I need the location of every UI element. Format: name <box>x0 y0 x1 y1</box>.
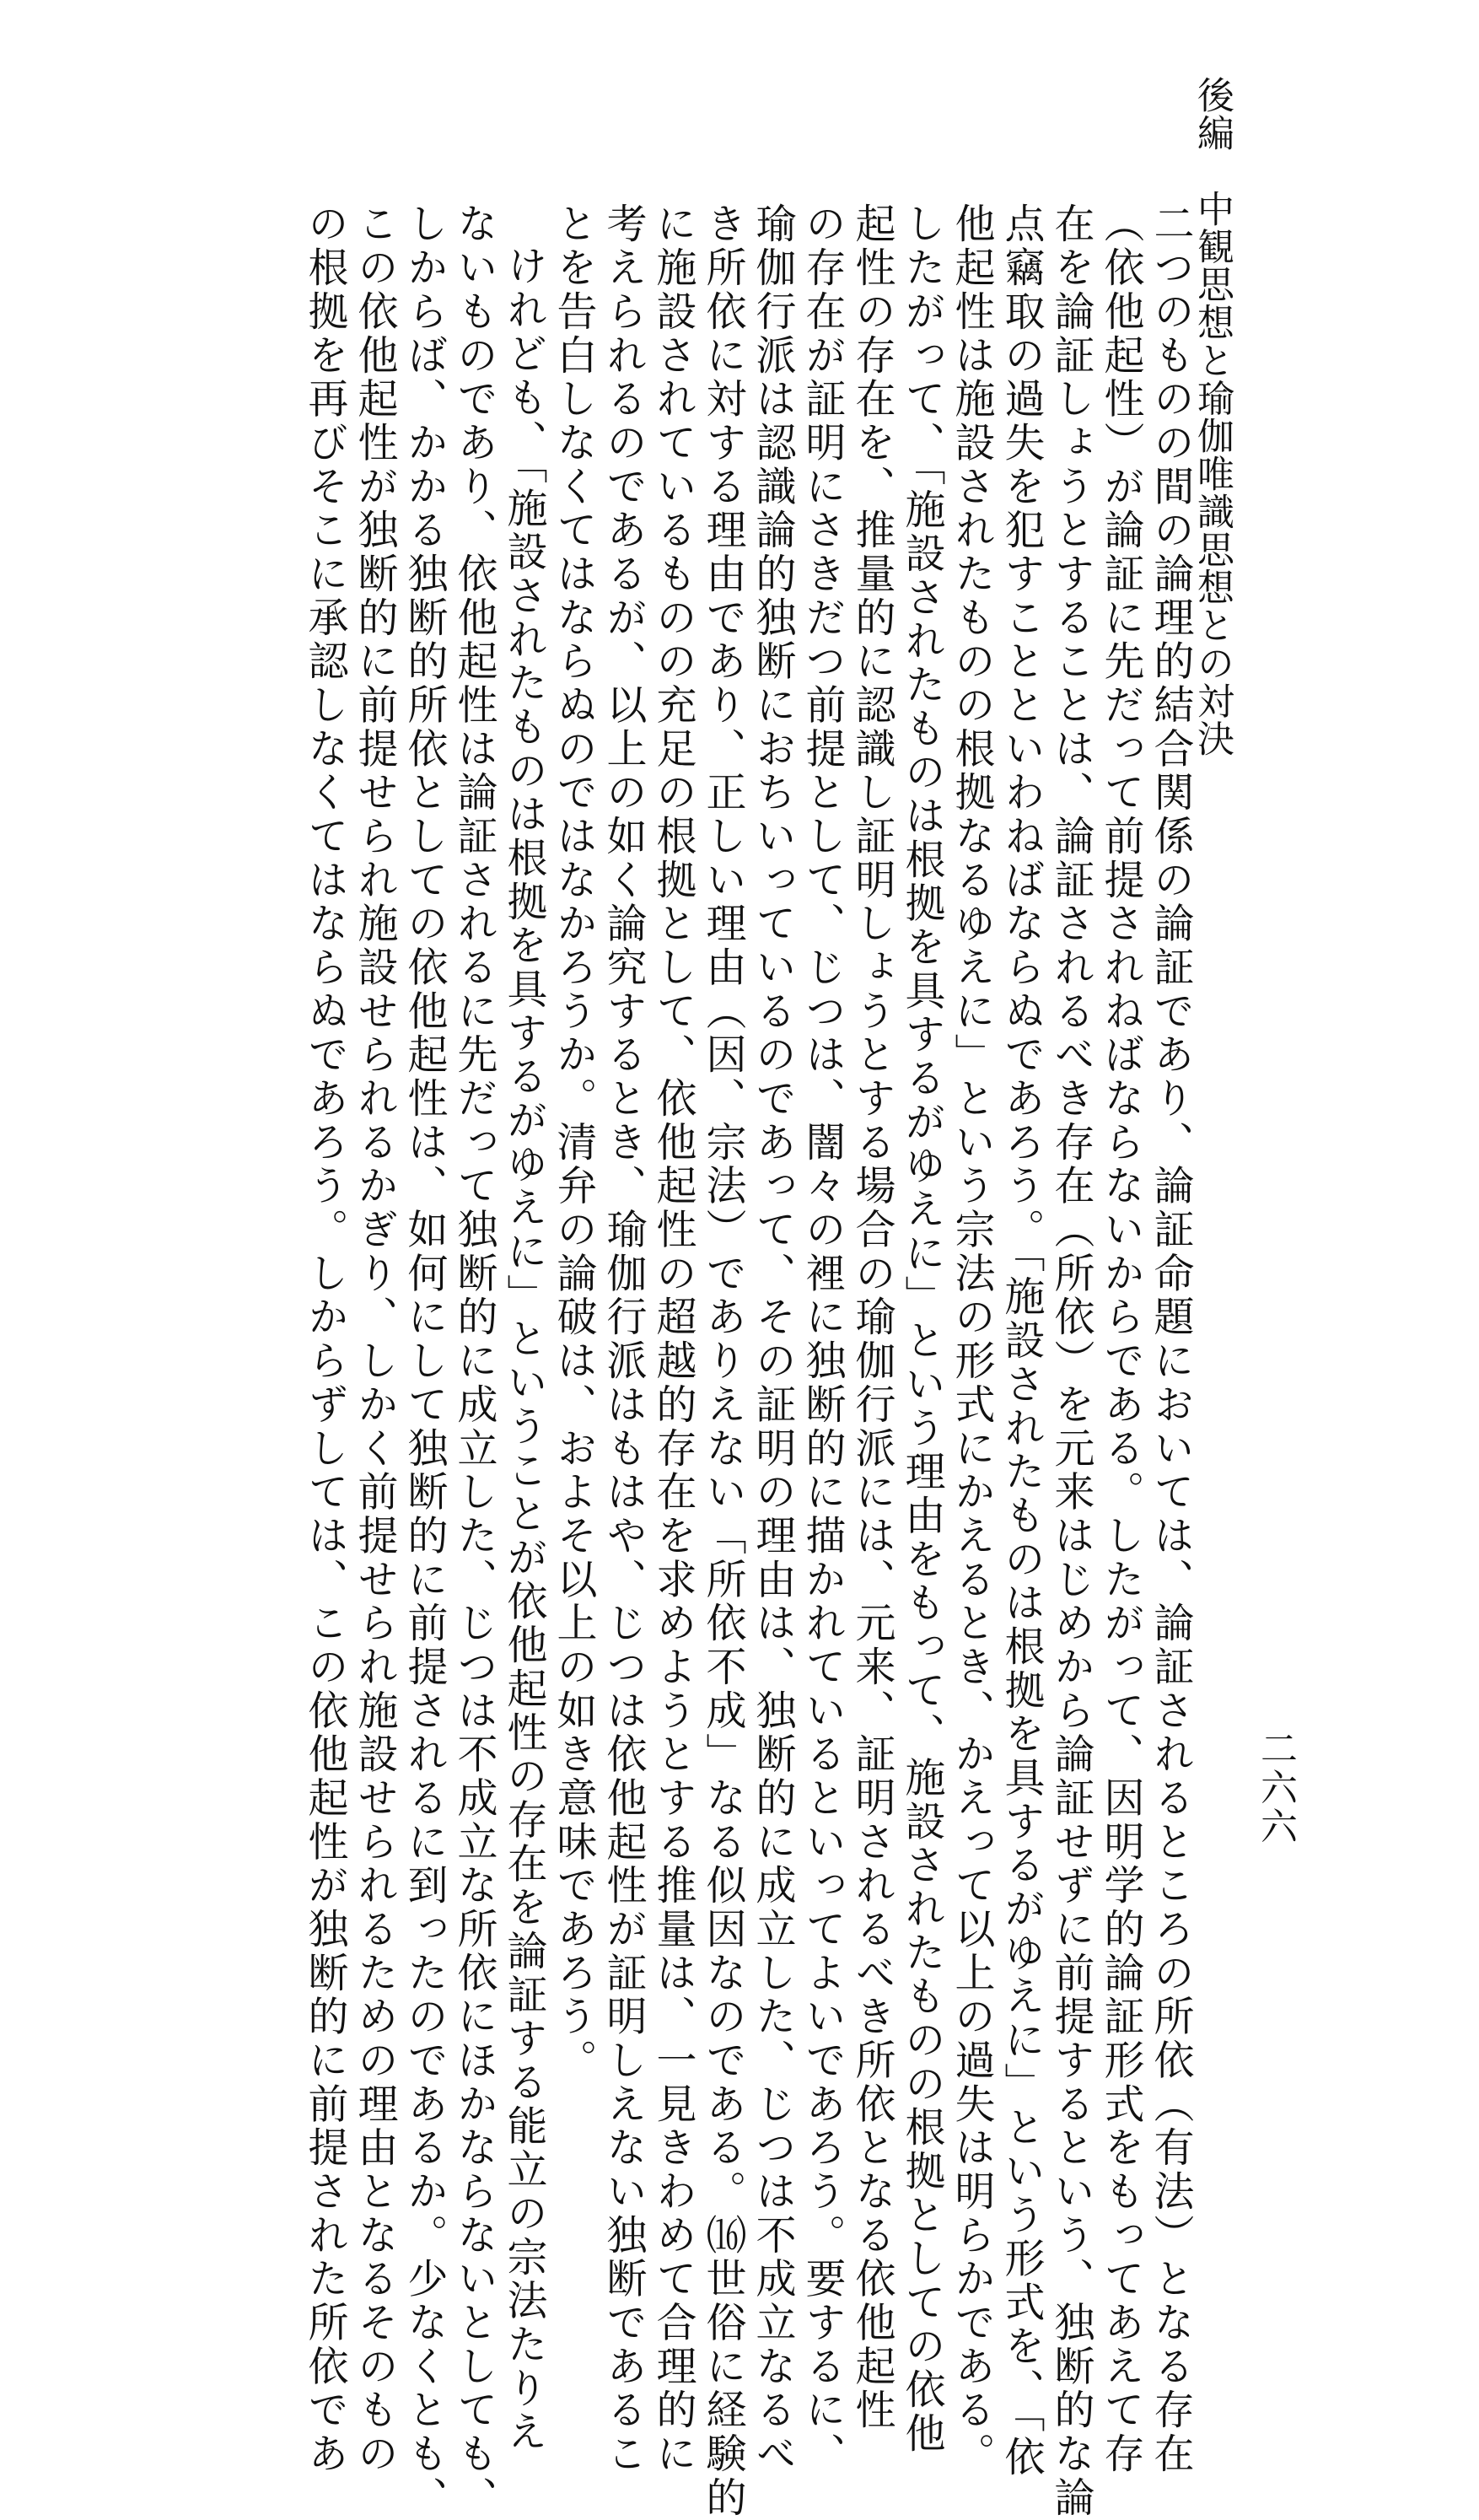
running-header: 後編 中観思想と瑜伽唯識思想との対決 <box>1191 76 1234 757</box>
text-column: ないものであり、依他起性は論証されるに先だって独断的に成立した、じつは不成立な所依にほかならないとしても、 <box>450 202 497 2520</box>
text-column: 他起性は施設されたものの根拠なるゆえに」という宗法の形式にかえるとき、かえって以上の過失は明らかである。 <box>948 202 995 2476</box>
text-column: 二つのものの間の論理的結合関係の論証であり、論証命題においては、論証されるところの所依（有法）となる存在 <box>1147 202 1194 2476</box>
page-number: 二六六 <box>1254 1729 1297 1846</box>
text-column: の存在が証明にさきだつ前提として、じつは、闇々の裡に独断的に描かれているといってよいであろう。要するに、 <box>799 202 846 2476</box>
text-column: この依他起性が独断的に前提せられ施設せられるかぎり、しかく前提せられ施設せられるための理由となるそのもの <box>351 202 398 2476</box>
text-column: けれども、「施設されたものは根拠を具するがゆえに」ということが依他起性の存在を論証する能立の宗法たりえ <box>500 245 547 2454</box>
text-column: したがって、「施設されたものは根拠を具するがゆえに」という理由をもって、施設されたものの根拠としての依他 <box>898 202 945 2456</box>
text-column: 考えられるのであるが、以上の如く論究するとき、瑜伽行派はもはや、じつは依他起性が証明しえない独断であるこ <box>600 202 647 2476</box>
text-column: 瑜伽行派は認識論的独断におちいっているのであって、その証明の理由は、独断的に成立した、じつは不成立なるべ <box>749 202 796 2476</box>
text-column: き所依に対する理由であり、正しい理由（因、宗法）でありえない「所依不成」なる似因なのである。⒃世俗に経験的 <box>699 202 746 2520</box>
text-column: 在を論証しょうとすることは、論証されるべき存在（所依）を元来はじめから論証せずに前提するという、独断的な論 <box>1047 202 1094 2520</box>
text-column: しからば、かかる独断的所依としての依他起性は、如何にして独断的に前提されるに到ったのであるか。少なくとも、 <box>401 202 448 2520</box>
text-column: の根拠を再びそこに承認しなくてはならぬであろう。しからずしては、この依他起性が独断的に前提された所依であ <box>301 202 348 2476</box>
text-column: （依他起性）が論証に先だって前提されねばならないからである。したがって、因明学的論証形式をもってあえて存 <box>1097 202 1144 2476</box>
text-column: とを告白しなくてはならぬのではなかろうか。清弁の論破は、およそ以上の如き意味であろう。 <box>550 202 597 2083</box>
text-column: に施設されているものの充足の根拠として、依他起性の超越的存在を求めようとする推量は、一見きわめて合理的に <box>649 202 696 2476</box>
text-column: 点竊取の過失を犯すことといわねばならぬであろう。「施設されたものは根拠を具するがゆえに」という形式を、「依 <box>998 202 1045 2480</box>
text-column: 起性の存在を、推量的に認識し証明しょうとする場合の瑜伽行派には、元来、証明されるべき所依となる依他起性 <box>848 202 895 2432</box>
